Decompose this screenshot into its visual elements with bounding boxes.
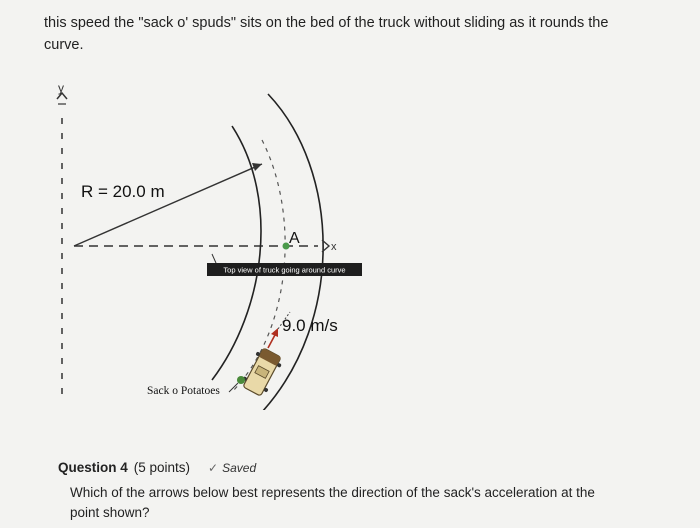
question-block	[58, 460, 678, 523]
intro-text: this speed the "sack o' spuds" sits on the bed of the truck without sliding as it rounds the curve.	[44, 15, 609, 53]
y-axis-label: y	[58, 81, 64, 95]
checkmark-icon: ✓	[208, 460, 219, 475]
truck-curve-figure	[0, 70, 700, 410]
question-title: Question 4	[58, 460, 128, 475]
question-text: Which of the arrows below best represents the direction of the sack's acceleration at the point shown?	[70, 485, 595, 520]
sack-label: Sack o Potatoes	[147, 385, 220, 397]
question-header	[58, 460, 678, 475]
sack-icon	[229, 376, 245, 392]
saved-label: Saved	[222, 460, 257, 475]
radius-label: R = 20.0 m	[81, 182, 165, 201]
x-axis-label: x	[331, 241, 337, 253]
truck	[239, 346, 284, 398]
speed-label: 9.0 m/s	[282, 316, 338, 335]
radius-line	[74, 164, 262, 246]
y-axis	[57, 93, 67, 400]
caption-text: Top view of truck going around curve	[223, 265, 346, 275]
point-a-label: A	[289, 230, 300, 247]
saved-status	[208, 461, 256, 475]
radius-arrowhead	[252, 163, 262, 171]
question-points: (5 points)	[133, 460, 191, 475]
